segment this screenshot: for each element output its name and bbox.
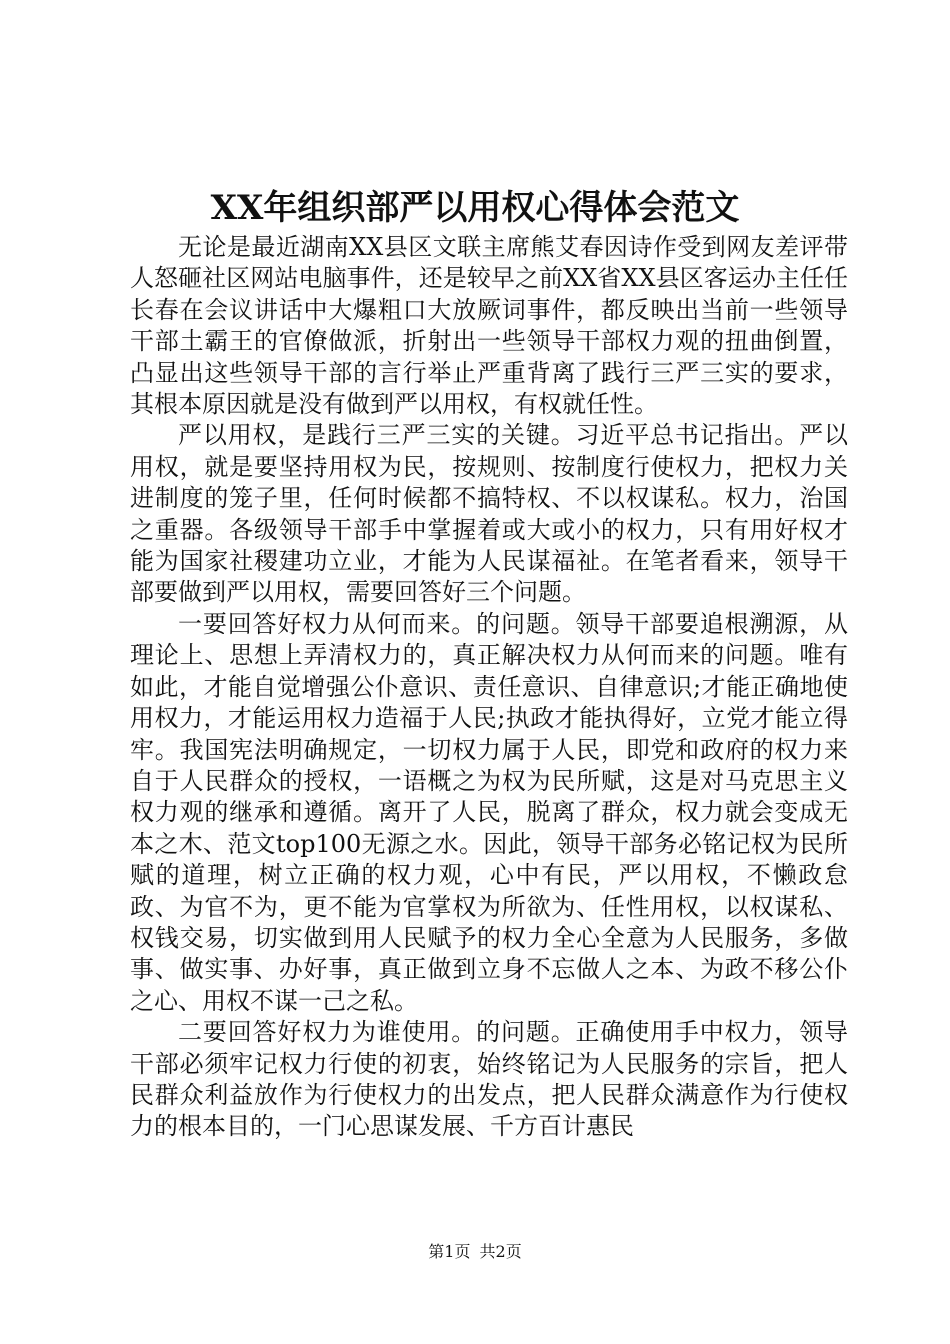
paragraph-1: 无论是最近湖南XX县区文联主席熊艾春因诗作受到网友差评带人怒砸社区网站电脑事件，还是较早之前XX省XX县区客运办主任任长春在会议讲话中大爆粗口大放厥词事件，都反映出当前一些领导干部土霸王的官僚做派，折射出一些领导干部权力观的扭曲倒置，凸显出这些领导干部的言行举止严重背离了践行三严三实的要求，其根本原因就是没有做到严以用权，有权就任性。 xyxy=(130,233,848,419)
document-title: XX年组织部严以用权心得体会范文 xyxy=(210,188,740,228)
page-total: 共2页 xyxy=(479,1242,522,1261)
page-number: 第1页 xyxy=(428,1242,471,1261)
document-body xyxy=(130,232,848,1143)
paragraph-3: 一要回答好权力从何而来。的问题。领导干部要追根溯源，从理论上、思想上弄清权力的，真正解决权力从何而来的问题。唯有如此，才能自觉增强公仆意识、责任意识、自律意识;才能正确地使用权力，才能运用权力造福于人民;执政才能执得好，立党才能立得牢。我国宪法明确规定，一切权力属于人民，即党和政府的权力来自于人民群众的授权，一语概之为权为民所赋，这是对马克思主义权力观的继承和遵循。离开了人民，脱离了群众，权力就会变成无本之木、范文top100无源之水。因此，领导干部务必铭记权为民所赋的道理，树立正确的权力观，心中有民，严以用权，不懒政怠政、为官不为，更不能为官掌权为所欲为、任性用权，以权谋私、权钱交易，切实做到用人民赋予的权力全心全意为人民服务，多做事、做实事、办好事，真正做到立身不忘做人之本、为政不移公仆之心、用权不谋一己之私。 xyxy=(130,609,848,1015)
paragraph-4: 二要回答好权力为谁使用。的问题。正确使用手中权力，领导干部必须牢记权力行使的初衷，始终铭记为人民服务的宗旨，把人民群众利益放作为行使权力的出发点，把人民群众满意作为行使权力的根本目的，一门心思谋发展、千方百计惠民 xyxy=(130,1018,848,1141)
paragraph-2: 严以用权，是践行三严三实的关键。习近平总书记指出。严以用权，就是要坚持用权为民，按规则、按制度行使权力，把权力关进制度的笼子里，任何时候都不搞特权、不以权谋私。权力，治国之重器。各级领导干部手中掌握着或大或小的权力，只有用好权才能为国家社稷建功立业，才能为人民谋福祉。在笔者看来，领导干部要做到严以用权，需要回答好三个问题。 xyxy=(130,421,848,607)
page-footer xyxy=(0,1240,950,1264)
